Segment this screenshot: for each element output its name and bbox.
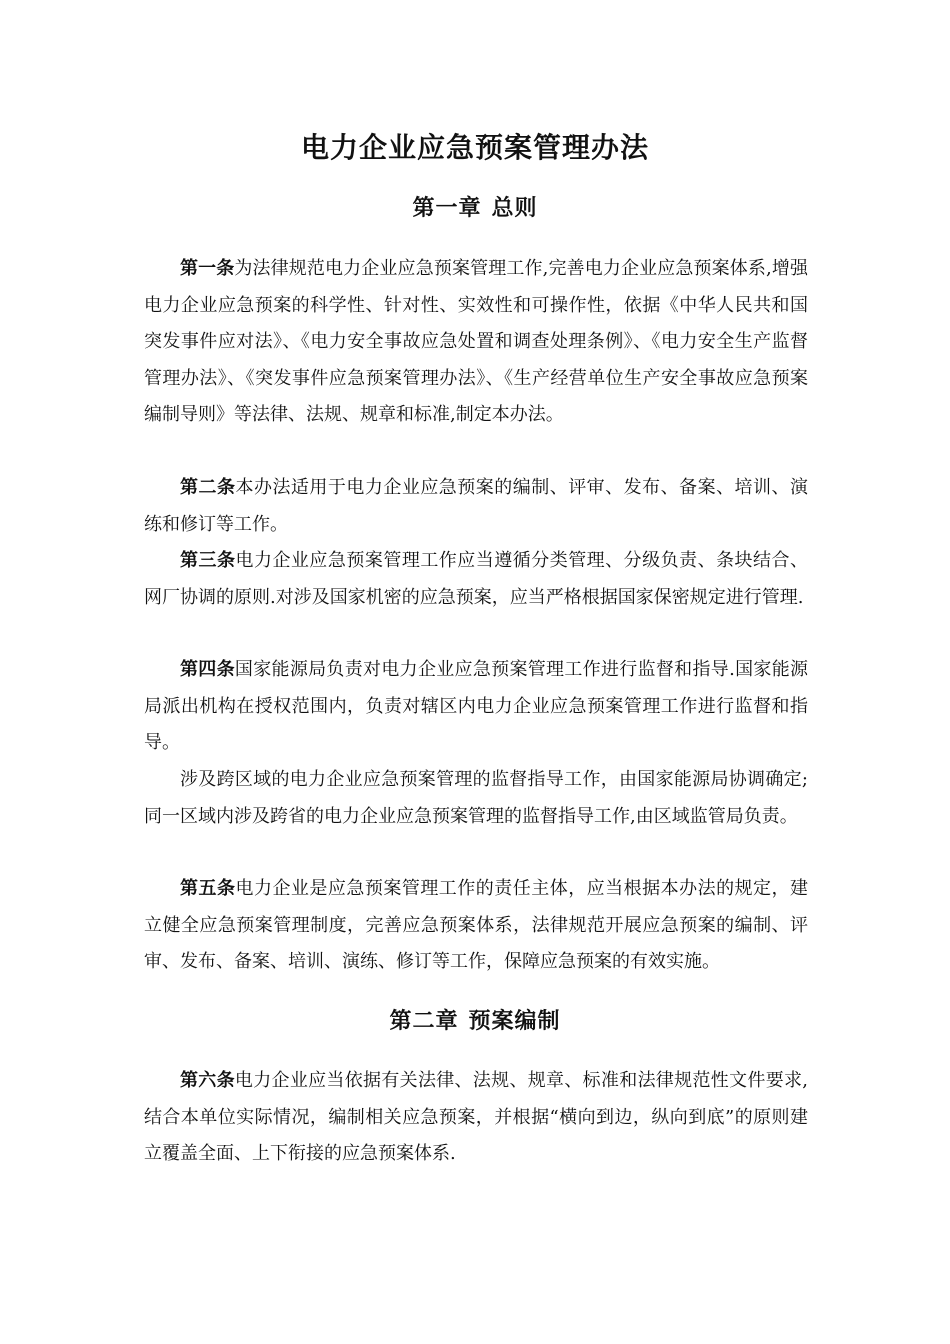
chapter-name: 预案编制 — [468, 1008, 561, 1034]
chapter-number: 第一章 — [412, 195, 482, 221]
article-number: 第一条 — [180, 258, 235, 279]
article-text: 为法律规范电力企业应急预案管理工作,完善电力企业应急预案体系,增强电力企业应急预案的科学性、针对性、实效性和可操作性，依据《中华人民共和国突发事件应对法》、《电力安全事故应急处置和调查处理条例》、《电力安全生产监督管理办法》、《突发事件应急预案管理办法》、《生产经营单位生产安全事故应急预案编制导则》等法律、法规、规章和标准,制定本办法。 — [144, 258, 808, 425]
chapter-heading — [0, 192, 950, 224]
chapter-number: 第二章 — [389, 1008, 459, 1034]
article-number: 第六条 — [180, 1070, 235, 1091]
article-text: 本办法适用于电力企业应急预案的编制、评审、发布、备案、培训、演练和修订等工作。 — [144, 477, 809, 535]
chapter-name: 总则 — [491, 195, 538, 221]
article-number: 第五条 — [180, 878, 236, 899]
article-number: 第三条 — [180, 550, 236, 571]
article-number: 第二条 — [180, 477, 236, 498]
article-text: 国家能源局负责对电力企业应急预案管理工作进行监督和指导.国家能源局派出机构在授权范围内，负责对辖区内电力企业应急预案管理工作进行监督和指导。 — [144, 659, 809, 753]
document-title: 电力企业应急预案管理办法 — [300, 131, 649, 164]
article-paragraph — [144, 1063, 808, 1173]
article-paragraph — [144, 871, 808, 981]
article-paragraph — [144, 652, 808, 762]
article-paragraph — [144, 470, 808, 543]
article-number: 第四条 — [180, 659, 235, 680]
article-text: 电力企业应急预案管理工作应当遵循分类管理、分级负责、条块结合、网厂协调的原则.对涉及国家机密的应急预案，应当严格根据国家保密规定进行管理. — [144, 550, 809, 608]
article-text: 电力企业应当依据有关法律、法规、规章、标准和法律规范性文件要求,结合本单位实际情况，编制相关应急预案，并根据“横向到边，纵向到底”的原则建立覆盖全面、上下衔接的应急预案体系. — [144, 1070, 809, 1164]
article-text: 电力企业是应急预案管理工作的责任主体，应当根据本办法的规定，建立健全应急预案管理制度，完善应急预案体系，法律规范开展应急预案的编制、评审、发布、备案、培训、演练、修订等工作，保障应急预案的有效实施。 — [144, 878, 809, 972]
article-paragraph — [144, 251, 808, 434]
article-text: 涉及跨区域的电力企业应急预案管理的监督指导工作，由国家能源局协调确定;同一区域内涉及跨省的电力企业应急预案管理的监督指导工作,由区域监管局负责。 — [144, 769, 808, 827]
article-paragraph — [144, 762, 808, 835]
chapter-heading — [0, 1005, 950, 1037]
article-paragraph — [144, 543, 808, 616]
